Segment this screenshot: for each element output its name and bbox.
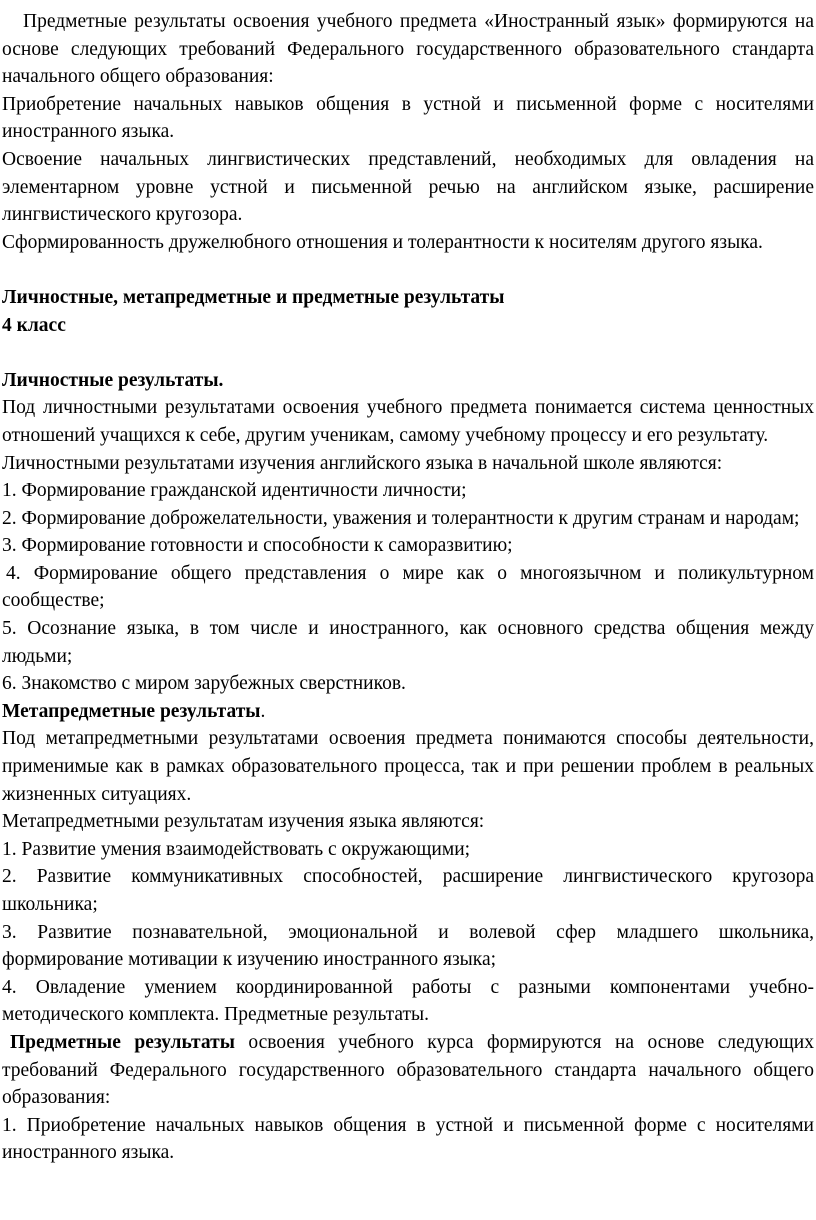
personal-item-6: 6. Знакомство с миром зарубежных сверстников. [2, 673, 406, 695]
meta-item-1: 1. Развитие умения взаимодействовать с окружающими; [2, 838, 471, 860]
meta-results-definition: Под метапредметными результатами освоения предмета понимаются способы деятельности, применимые как в рамках образовательного процесса, так и при решении проблем в реальных жизненных ситуациях. [2, 728, 814, 805]
meta-results-heading-line [2, 698, 814, 726]
meta-results-heading: Метапредметные результаты [2, 700, 261, 722]
personal-results-definition: Под личностными результатами освоения учебного предмета понимается система ценностных отношений учащихся к себе, другим ученикам, самому учебному процессу и его результату. [2, 397, 814, 446]
personal-item-5: 5. Осознание языка, в том числе и иностранного, как основного средства общения между людьми; [2, 618, 814, 667]
personal-item-3: 3. Формирование готовности и способности к саморазвитию; [2, 535, 513, 557]
intro-item-2: Освоение начальных лингвистических представлений, необходимых для овладения на элементарном уровне устной и письменной речью на английском языке, расширение лингвистического кругозора. [2, 148, 814, 226]
meta-item-3: 3. Развитие познавательной, эмоциональной и волевой сфер младшего школьника, формирование мотивации к изучению иностранного языка; [2, 921, 814, 971]
personal-item-1: 1. Формирование гражданской идентичности личности; [2, 480, 467, 502]
subject-item-1: 1. Приобретение начальных навыков общения в устной и письменной форме с носителями иностранного языка. [2, 1114, 814, 1164]
blank-line [2, 339, 814, 367]
grade-heading: 4 класс [2, 314, 66, 336]
personal-item-2: 2. Формирование доброжелательности, уважения и толерантности к другим странам и народам; [2, 507, 800, 529]
intro-item-3: Сформированность дружелюбного отношения и толерантности к носителям другого языка. [2, 231, 763, 253]
blank-line [2, 256, 814, 284]
meta-results-heading-suffix: . [260, 700, 266, 722]
meta-item-2: 2. Развитие коммуникативных способностей, расширение лингвистического кругозора школьника; [2, 866, 814, 915]
subject-results-paragraph [2, 1029, 814, 1112]
intro-paragraph: Предметные результаты освоения учебного предмета «Иностранный язык» формируются на основе следующих требований Федерального государственного образовательного стандарта начального общего образования: [2, 11, 814, 88]
personal-results-heading: Личностные результаты. [2, 369, 224, 391]
meta-item-4: 4. Овладение умением координированной работы с разными компонентами учебно-методического комплекта. Предметные результаты. [2, 976, 814, 1026]
section-heading: Личностные, метапредметные и предметные результаты [2, 286, 505, 308]
meta-results-lead: Метапредметными результатам изучения языка являются: [2, 811, 485, 833]
subject-results-text: освоения учебного курса формируются на основе следующих требований Федерального государственного образовательного стандарта начального общего образования: [2, 1031, 814, 1109]
personal-results-lead: Личностными результатами изучения английского языка в начальной школе являются: [2, 452, 723, 474]
intro-item-1: Приобретение начальных навыков общения в устной и письменной форме с носителями иностранного языка. [2, 93, 814, 143]
personal-item-4: 4. Формирование общего представления о мире как о многоязычном и поликультурном сообществе; [2, 562, 814, 612]
subject-results-heading: Предметные результаты [10, 1031, 235, 1053]
